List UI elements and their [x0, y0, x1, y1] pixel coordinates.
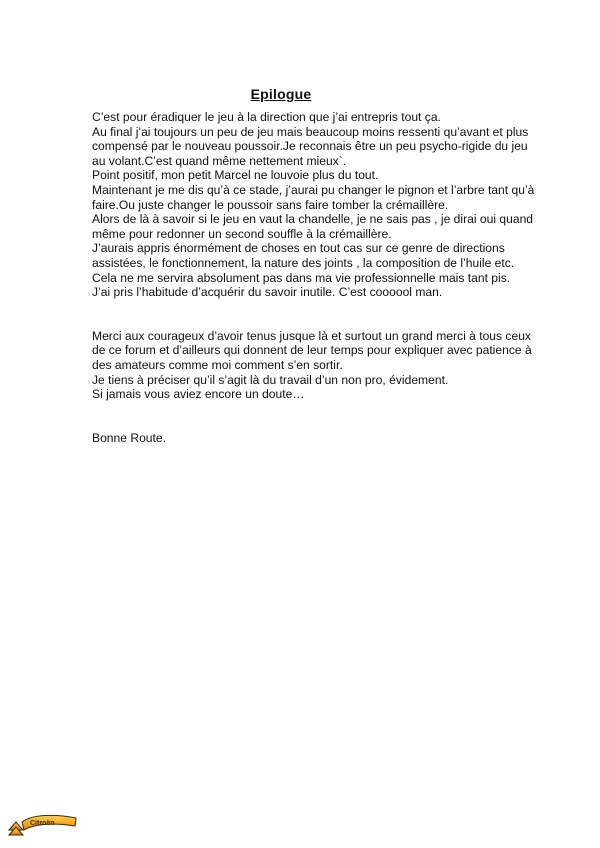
text-line: faire.Ou juste changer le poussoir sans faire tomber la crémaillère.	[92, 197, 449, 212]
svg-text:Citroën: Citroën	[30, 820, 55, 827]
text-line: Si jamais vous aviez encore un doute…	[92, 387, 305, 402]
text-line: Alors de là à savoir si le jeu en vaut la chandelle, je ne sais pas , je dirai oui quand	[92, 212, 534, 227]
text-line: compensé par le nouveau poussoir.Je reconnais être un peu psycho-rigide du jeu	[92, 139, 528, 154]
text-line: Bonne Route.	[92, 430, 166, 445]
text-line: J’ai pris l’habitude d’acquérir du savoir inutile. C’est coooool man.	[92, 285, 443, 300]
text-line: au volant.C’est quand même nettement mieux`.	[92, 153, 347, 168]
text-line: des amateurs comme moi comment s’en sortir.	[92, 357, 343, 372]
text-line: assistées, le fonctionnement, la nature des joints , la composition de l’huile etc.	[92, 255, 515, 270]
text-line: Merci aux courageux d’avoir tenus jusque là et surtout un grand merci à tous ceux	[92, 328, 531, 343]
text-line: J’aurais appris énormément de choses en tout cas sur ce genre de directions	[92, 241, 505, 256]
text-line: de ce forum et d’ailleurs qui donnent de leur temps pour expliquer avec patience à	[92, 343, 532, 358]
page-title: Epilogue	[250, 86, 312, 102]
text-line: Je tiens à préciser qu’il s’agit là du travail d’un non pro, évidement.	[92, 372, 449, 387]
document-body	[92, 110, 562, 445]
citroen-logo-icon	[6, 808, 80, 838]
closing-line	[92, 431, 562, 446]
text-line: Maintenant je me dis qu’à ce stade, j’aurai pu changer le pignon et l’arbre tant qu’à	[92, 182, 535, 197]
text-line: Cela ne me servira absolument pas dans ma vie professionnelle mais tant pis.	[92, 270, 511, 285]
paragraph-1	[92, 110, 562, 300]
text-line: C’est pour éradiquer le jeu à la direction que j’ai entrepris tout ça.	[92, 110, 441, 124]
text-line: même pour redonner un second souffle à la crémaillère.	[92, 226, 392, 241]
paragraph-2	[92, 329, 562, 402]
text-line: Au final j’ai toujours un peu de jeu mais beaucoup moins ressenti qu’avant et plus	[92, 124, 529, 139]
text-line: Point positif, mon petit Marcel ne louvoie plus du tout.	[92, 168, 379, 183]
